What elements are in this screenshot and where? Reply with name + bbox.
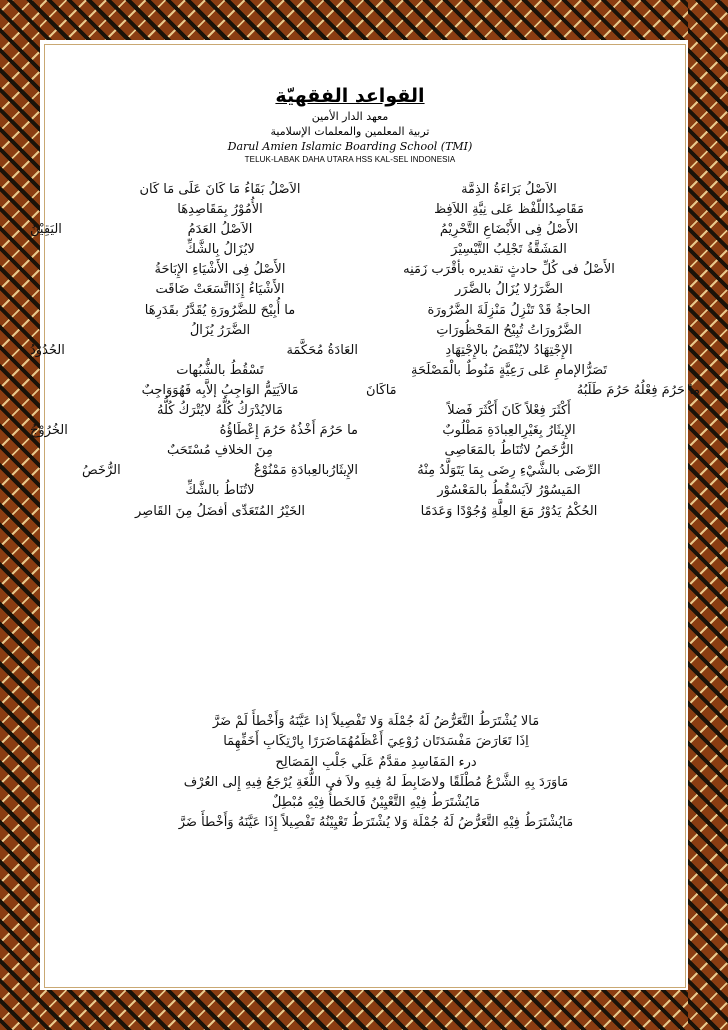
maxim-text: المَشَقَّةُ تَجْلِبُ التَّيْسِيْرَ xyxy=(451,242,567,258)
maxim-text: الخَيْرُ المُتَعَدِّى أفضَلُ مِنَ القَاصِر xyxy=(135,503,305,519)
maxim-text: الإِيثَارُ بِغَيْرِالعِبادَةِ مَطْلُوبٌ xyxy=(442,423,576,439)
list-item xyxy=(82,301,358,321)
page-title: القواعد الفقهيّة xyxy=(275,85,425,107)
decorative-border-left xyxy=(0,0,40,1030)
maxim-text: الأَصْلُ فِى الأَشْيَاءِ الإِبَاحَةُ xyxy=(154,262,286,278)
maxim-text: الرُّخَصُ لاتُنَاطُ بالمَعَاصِى xyxy=(444,443,574,459)
list-item xyxy=(82,321,358,341)
maxim-text: الضَّرُورَاتُ تُبِيْحُ المَحْظُورَاتِ xyxy=(436,322,582,338)
maxim-text: الضَّرَرُ يُزَالُ xyxy=(189,322,251,338)
list-item xyxy=(366,421,652,441)
bottom-maxim-line: مَايُشْتَرَطُ فِيْهِ التَّعْيِيْنُ فَالخَطأُ فِيْهِ مُبْطِلٌ xyxy=(271,795,481,811)
decorative-border-top xyxy=(0,0,728,40)
list-item xyxy=(366,361,652,381)
maxim-continuation: الرُّخَصُ xyxy=(82,463,121,479)
maxim-continuation: اليَقِيْنُ xyxy=(30,222,62,238)
bottom-maxim-line: درء المَفَاسِدِ مقدَّمٌ عَلَي جَلْبِ المَصَالِح xyxy=(275,754,477,770)
list-item xyxy=(366,220,652,240)
list-item xyxy=(366,381,700,401)
list-item xyxy=(366,321,652,341)
maxim-continuation: الخُرُوْجُ xyxy=(30,423,68,439)
list-item xyxy=(82,481,358,501)
maxim-text: الحُكْمُ يَدُوْرُ مَعَ العِلَّةِ وُجُوْدًا وَعَدَمًا xyxy=(420,503,598,519)
maxim-text: الرِّضَى بالشَّيْءِ رِضَى بِمَا يَتَوَلَّدُ مِنْهُ xyxy=(417,463,601,479)
list-item xyxy=(82,200,358,220)
maxim-text: مَالاَيَتِمُّ الوَاجِبُ إلاَّبِه فَهُوَوَاجِبٌ xyxy=(141,382,299,398)
program-name: تربية المعلمين والمعلمات الإسلامية xyxy=(270,125,430,138)
maxim-text: الإِيثَارُبالعِبادَةِ مَمْنُوْعٌ xyxy=(253,463,358,479)
maxim-text: الضَّرَرُلا يُزَالُ بالضَّرَر xyxy=(454,282,564,298)
maxim-text: مِنَ الخلافِ مُسْتَحَبٌ xyxy=(167,443,273,459)
list-item xyxy=(82,280,358,300)
bottom-maxim-line: مَالا يُشْتَرَطُ التَّعَرُّضُ لَهُ جُمْلَة وَلا تَفْصِيلاً إذا عَيَّنَهُ وَأَخْطأَ لَمْ ضَرَّ xyxy=(212,714,540,729)
bottom-maxim-line: اِذَا تَعَارَضَ مَفْسَدَتَان رُوْعِيَ أَعْظَمُهُمَاضَرَرًا بِارْتِكَابِ أَخَفِّهِمَا xyxy=(223,734,529,750)
bottom-maxim-line: مَايُشْتَرَطُ فِيْهِ التَّعَرُّضُ لَهُ جُمْلَة وَلا يُشْتَرَطُ تَعْيِيْنُهُ تَفْصِيلاً إِذَا عَيَّنَهُ وَأَخْطأَ ضَرَّ xyxy=(178,815,574,831)
maxim-text: لاتُنَاطُ بالشَّكِّ xyxy=(185,483,255,499)
list-item xyxy=(82,260,358,280)
maxim-text: مَالايُدْرَكُ كُلُّهُ لايُتْرَكُ كُلُّهُ xyxy=(157,403,283,419)
bottom-maxim-line: مَاوَرَدَ بِهِ الشَّرْعُ مُطْلَقًا ولاضَابِطَ لهُ فِيهِ ولاَ فى اللُّغَةِ يُرْجَعُ فِيهِ إِلى العُرْف xyxy=(183,774,569,790)
list-item xyxy=(366,502,652,522)
list-item xyxy=(82,361,358,381)
maxim-text: تَسْقُطُ بالشُّبُهات xyxy=(176,362,264,378)
list-item xyxy=(366,240,652,260)
list-item xyxy=(82,401,358,421)
list-item xyxy=(30,421,358,441)
maxim-text: الأَشْيَاءُ إِذَااتَّسَعَتْ ضَاقَت xyxy=(155,282,285,298)
right-column-maxims xyxy=(366,180,700,522)
list-item xyxy=(366,280,652,300)
list-item xyxy=(366,461,652,481)
left-column-maxims xyxy=(30,180,358,522)
list-item xyxy=(82,240,358,260)
list-item xyxy=(30,341,358,361)
decorative-border-bottom xyxy=(0,990,728,1030)
maxim-continuation: الحُدُوْدُ xyxy=(30,342,65,358)
decorative-border-right xyxy=(688,0,728,1030)
list-item xyxy=(82,180,358,200)
maxim-text: أَكْثَرَ فِعْلاً كَانَ أَكْثَرَ فَضلاً xyxy=(447,403,571,419)
institute-name: معهد الدار الأمين xyxy=(311,110,389,123)
maxim-text: الأَصْلُ فِى الأَبْضَاعِ التَّحْرِيْمُ xyxy=(439,222,579,238)
maxim-text: الاَصْلُ بَرَاءَةُ الذِمَّة xyxy=(461,182,557,197)
list-item xyxy=(82,441,358,461)
maxim-text: الإِجْتِهَادُ لايُنْقَضُ بالإِجْتِهَادِ xyxy=(445,342,573,358)
school-address: TELUK-LABAK DAHA UTARA HSS KAL-SEL INDONESIA xyxy=(244,155,456,164)
maxim-text: الأَصْلُ فى كُلِّ حادثٍ تقديره بأقْرَب زَمَنِه xyxy=(403,262,615,278)
maxim-text: الاَصْلُ بَقَاءُ مَا كَانَ عَلَى مَا كَان xyxy=(139,182,301,197)
list-item xyxy=(82,381,358,401)
maxim-text: الاَصْلُ العَدَمُ xyxy=(187,222,253,238)
maxim-text: المَيسُوْرُ لاَيَسْقُطُ بالمَعْسُوْر xyxy=(437,483,581,499)
list-item xyxy=(366,441,652,461)
list-item xyxy=(366,260,652,280)
maxim-text: ما أُبِيْحَ للضَّرُورَةِ يُقَدَّرُ بقَدَرِهَا xyxy=(144,302,296,318)
maxim-text: ما حَرُمَ فِعْلُهُ حَرُمَ طَلَبُهُ xyxy=(576,382,700,398)
document-header xyxy=(200,84,500,166)
list-item xyxy=(366,481,652,501)
list-item xyxy=(82,502,358,522)
bottom-maxims xyxy=(150,712,602,834)
maxim-text: الأُمُوْرُ بِمَقَاصِدِهَا xyxy=(177,202,263,218)
list-item xyxy=(366,180,652,200)
list-item xyxy=(366,401,652,421)
maxim-continuation: مَاكَانَ xyxy=(366,382,397,398)
list-item xyxy=(366,341,652,361)
school-name-english: Darul Amien Islamic Boarding School (TMI) xyxy=(227,140,473,153)
maxim-text: ما حَرُمَ أَخْذُهُ حَرُمَ إِعْطَاؤُهُ xyxy=(219,423,358,439)
maxim-text: مَقَاصِدُاللّفْظ عَلى نِيَّةِ اللاَفِظ xyxy=(434,202,584,218)
list-item xyxy=(30,220,358,240)
list-item xyxy=(366,301,652,321)
list-item xyxy=(82,461,358,481)
maxim-text: الحاجةُ قَدْ تَنْزِلُ مَنْزِلَةَ الضَّرُورَة xyxy=(427,302,591,318)
list-item xyxy=(366,200,652,220)
maxim-text: العَادَةُ مُحَكَّمَة xyxy=(286,342,358,358)
maxim-text: تَصَرُّالإمامِ عَلى رَعِيَّةٍ مَنُوطٌ بالْمَصْلَحَةِ xyxy=(410,362,608,378)
maxim-text: لايُزَالُ بِالشَّكِّ xyxy=(185,242,255,258)
